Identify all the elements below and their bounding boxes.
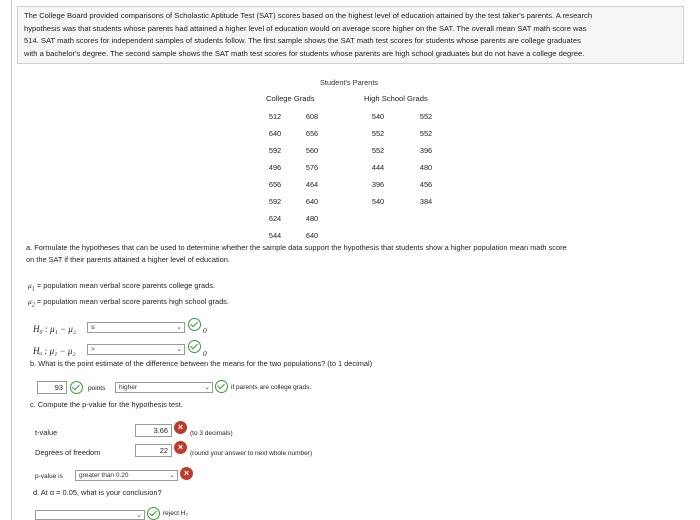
table-cell: 576	[305, 163, 319, 172]
table-cell: 552	[371, 129, 385, 138]
table-cell: 512	[268, 112, 282, 121]
table-cell: 560	[305, 146, 319, 155]
h0-label: H₀ : μ₁ − μ₂	[33, 324, 76, 334]
intro-line-3: 514. SAT math scores for independent samples of students follow. The first sample shows the SAT math test scores for students whose parents are college graduates	[24, 36, 581, 45]
part-b-prompt: b. What is the point estimate of the difference between the means for the two populations? (to 1 decimal)	[30, 359, 373, 368]
table-cell: 552	[419, 112, 433, 121]
table-cell: 592	[268, 146, 282, 155]
table-cell: 656	[268, 180, 282, 189]
intro-line-2: hypothesis was that students whose parents had attained a higher level of education would on average score higher on the SAT. The overall mean SAT math score was	[24, 23, 587, 33]
mu1-symbol: $\mu_1$	[28, 281, 35, 293]
part-a-prompt-line-1: a. Formulate the hypotheses that can be used to determine whether the sample data support the hypothesis that students show a higher population mean math score	[26, 243, 567, 252]
part-d-prompt: d. At α = 0.05, what is your conclusion?	[33, 488, 162, 497]
df-note: (round your answer to next whole number)	[190, 450, 313, 457]
t-value-input[interactable]: 3.66	[135, 424, 172, 437]
table-cell: 384	[419, 197, 433, 206]
table-cell: 640	[268, 129, 282, 138]
table-cell: 544	[268, 231, 282, 240]
correct-check-icon	[215, 380, 228, 393]
incorrect-x-icon: ×	[174, 421, 187, 434]
table-cell: 592	[268, 197, 282, 206]
intro-line-4: with a bachelor's degree. The second sample shows the SAT math test scores for students whose parents are high school graduates but do not have a college degree.	[24, 48, 585, 58]
problem-intro	[17, 6, 684, 64]
chevron-down-icon: ⌄	[176, 346, 182, 353]
table-cell: 396	[419, 146, 433, 155]
t-value-label: t-value	[35, 428, 58, 437]
table-cell: 540	[371, 112, 385, 121]
correct-check-icon	[147, 507, 160, 520]
incorrect-x-icon: ×	[180, 467, 193, 480]
mu1-definition	[28, 280, 215, 295]
direction-select[interactable]	[115, 382, 213, 393]
direction-value: higher	[119, 384, 138, 391]
ha-label: Hₐ : μ₁ − μ₂	[33, 346, 76, 356]
chevron-down-icon: ⌄	[169, 472, 175, 479]
p-value-label: p-value is	[35, 473, 63, 480]
intro-line-1: The College Board provided comparisons of Scholastic Aptitude Test (SAT) scores based on the highest level of education attained by the test taker's parents. A research	[24, 11, 593, 20]
mu2-definition-text: = population mean verbal score parents high school grads.	[36, 297, 229, 306]
part-a-prompt-line-2: on the SAT if their parents attained a higher level of education.	[26, 255, 230, 264]
point-estimate-suffix: if parents are college grads.	[231, 384, 312, 391]
ha-relation-select[interactable]	[87, 344, 185, 355]
h0-relation-value: ≤	[91, 324, 95, 331]
ha-value: 0	[203, 349, 207, 358]
h0-value: 0	[203, 326, 207, 335]
chevron-down-icon: ⌄	[176, 324, 182, 331]
part-c-prompt: c. Compute the p-value for the hypothesis test.	[30, 400, 183, 409]
incorrect-x-icon: ×	[174, 441, 187, 454]
table-cell: 480	[305, 214, 319, 223]
table-cell: 464	[305, 180, 319, 189]
mu2-symbol: $\mu_2$	[28, 297, 35, 309]
p-value-select[interactable]	[75, 470, 178, 481]
mu2-definition	[28, 296, 229, 311]
p-value-option: greater than 0.20	[79, 472, 129, 479]
left-margin-rule	[11, 0, 12, 520]
points-label: points	[88, 385, 106, 392]
h0-relation-select[interactable]	[87, 322, 185, 333]
table-cell: 456	[419, 180, 433, 189]
conclusion-select[interactable]	[35, 510, 145, 520]
point-estimate-input[interactable]: 93	[37, 381, 67, 394]
part-a-prompt	[26, 242, 690, 266]
t-value-note: (to 3 decimals)	[190, 430, 233, 437]
table-cell: 444	[371, 163, 385, 172]
chevron-down-icon: ⌄	[204, 384, 210, 391]
table-cell: 496	[268, 163, 282, 172]
table-cell: 540	[371, 197, 385, 206]
table-title: Student's Parents	[320, 78, 379, 87]
table-cell: 552	[371, 146, 385, 155]
mu1-definition-text: = population mean verbal score parents college grads.	[36, 281, 215, 290]
table-cell: 640	[305, 231, 319, 240]
high-school-grads-header: High School Grads	[364, 94, 428, 103]
table-cell: 396	[371, 180, 385, 189]
df-label: Degrees of freedom	[35, 448, 101, 457]
table-cell: 552	[419, 129, 433, 138]
table-cell: 656	[305, 129, 319, 138]
college-grads-header: College Grads	[266, 94, 315, 103]
table-cell: 624	[268, 214, 282, 223]
table-cell: 480	[419, 163, 433, 172]
conclusion-text-partial: reject H₀	[163, 510, 189, 517]
chevron-down-icon: ⌄	[136, 512, 142, 519]
table-cell: 608	[305, 112, 319, 121]
ha-relation-value: >	[91, 346, 95, 353]
correct-check-icon	[70, 381, 83, 394]
correct-check-icon	[188, 318, 201, 331]
table-cell: 640	[305, 197, 319, 206]
correct-check-icon	[188, 340, 201, 353]
df-input[interactable]: 22	[135, 444, 172, 457]
